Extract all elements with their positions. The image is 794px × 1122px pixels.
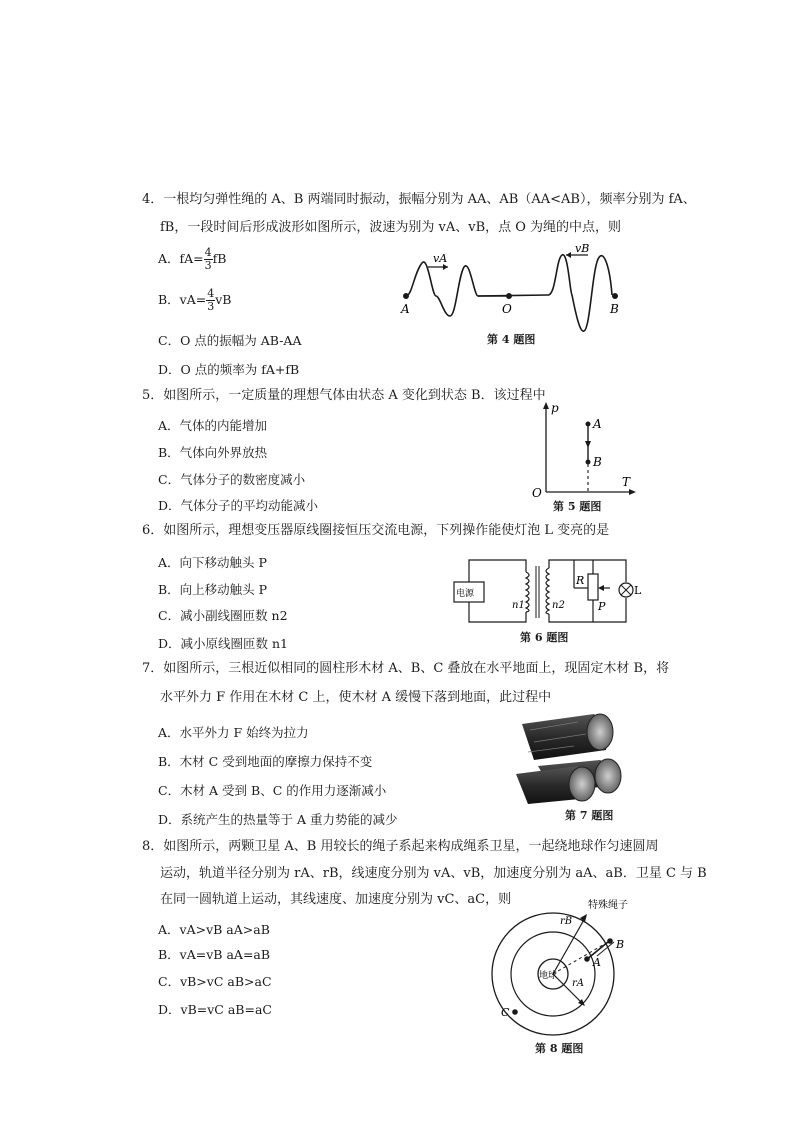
b-label: B (616, 938, 625, 951)
q6-option-b: B．向上移动触头 P (158, 582, 268, 597)
state-a-point (586, 422, 591, 427)
axis-p-label: p (551, 401, 559, 415)
q7-option-a: A．水平外力 F 始终为拉力 (158, 725, 309, 740)
secondary-coil (546, 568, 549, 614)
q4-option-a-fraction: $\frac{4}{3}$ (204, 246, 212, 272)
satellite-a (584, 956, 590, 962)
q4-stem-line2: fB，一段时间后形成波形如图所示，波速为别为 vA、vB，点 O 为绳的中点，则 (160, 220, 622, 235)
q4-option-b-fraction: $\frac{4}{3}$ (207, 287, 215, 313)
q7-stem-line1: 7．如图所示，三根近似相同的圆柱形木材 A、B、C 叠放在水平地面上，现固定木材 B，将 (142, 661, 670, 676)
state-b-point (586, 460, 591, 465)
wave-flat (478, 295, 548, 296)
q6-option-c: C．减小副线圈匝数 n2 (158, 608, 288, 623)
q8-stem-line3: 在同一圆轨道上运动，其线速度、加速度分别为 vC、aC，则 (160, 892, 512, 907)
rope-label: 特殊绳子 (588, 900, 628, 911)
point-a (403, 293, 409, 299)
q4-option-b: B．vA= $\frac{4}{3}$ vB (158, 287, 232, 313)
q8-stem-line1: 8．如图所示，两颗卫星 A、B 用较长的绳子系起来构成绳系卫星，一起绕地球作匀速圆周 (142, 839, 659, 854)
wave-a (406, 262, 510, 316)
n1-label: n1 (512, 600, 525, 611)
c-label: C (501, 1006, 510, 1019)
q6-circuit-figure (448, 548, 640, 626)
q8-stem-line2: 运动，轨道半径分别为 rA、rB，线速度分别为 vA、vB，加速度分别为 aA、aB．卫星 C 与 B (160, 866, 707, 881)
source-label: 电源 (456, 589, 475, 599)
label-va: vA (433, 252, 448, 265)
axis-t-label: T (622, 475, 631, 489)
rb-label: rB (560, 916, 573, 927)
q7-option-c: C．木材 A 受到 B、C 的作用力逐渐减小 (158, 783, 387, 798)
q7-caption: 第 7 题图 (565, 809, 614, 822)
label-b: B (610, 302, 619, 316)
n2-label: n2 (552, 600, 565, 611)
wave-b (548, 255, 612, 331)
q5-stem-line1: 5．如图所示，一定质量的理想气体由状态 A 变化到状态 B．该过程中 (142, 388, 546, 403)
q4-option-a: A．fA= $\frac{4}{3}$ fB (158, 246, 227, 272)
q7-option-b: B．木材 C 受到地面的摩擦力保持不变 (158, 754, 373, 769)
q4-wave-figure (398, 242, 638, 345)
state-b-label: B (593, 455, 602, 469)
q5-option-c: C．气体分子的数密度减小 (158, 472, 306, 487)
q7-option-d: D．系统产生的热量等于 A 重力势能的减少 (158, 812, 398, 827)
l-label: L (634, 584, 642, 597)
earth-label: 地球 (539, 971, 558, 981)
q8-option-c: C．vB>vC aB>aC (158, 974, 272, 989)
q8-option-d: D．vB=vC aB=aC (158, 1002, 272, 1017)
axis-t-arrow-icon (629, 489, 636, 495)
resistor-r (588, 574, 598, 600)
p-label: P (598, 600, 606, 613)
label-o: O (502, 302, 512, 316)
q8-orbit-figure (490, 898, 650, 1032)
q6-option-d: D．减小原线圈匝数 n1 (158, 636, 288, 651)
primary-coil (526, 572, 529, 612)
q5-option-b: B．气体向外界放热 (158, 445, 268, 460)
q8-caption: 第 8 题图 (535, 1042, 584, 1055)
arrow-left-icon (566, 252, 571, 258)
q5-option-d: D．气体分子的平均动能减小 (158, 498, 319, 513)
ra-label: rA (572, 978, 585, 989)
q5-caption: 第 5 题图 (553, 500, 602, 513)
point-b (612, 293, 618, 299)
q6-caption: 第 6 题图 (520, 631, 569, 644)
slider-p-icon (598, 585, 604, 591)
satellite-b (607, 938, 613, 944)
a-label: A (593, 956, 601, 969)
q6-stem-line1: 6．如图所示，理想变压器原线圈接恒压交流电源，下列操作能使灯泡 L 变亮的是 (142, 523, 610, 538)
q5-option-a: A．气体的内能增加 (158, 418, 268, 433)
q4-option-c: C．O 点的振幅为 AB-AA (158, 333, 302, 348)
label-a: A (401, 302, 410, 316)
point-o (506, 293, 512, 299)
q6-option-a: A．向下移动触头 P (158, 555, 267, 570)
rb-arrow-icon (580, 914, 587, 922)
q8-option-a: A．vA>vB aA>aB (158, 922, 270, 937)
axis-p-arrow-icon (543, 402, 549, 409)
q4-option-d: D．O 点的频率为 fA+fB (158, 362, 300, 377)
q8-option-b: B．vA=vB aA=aB (158, 947, 271, 962)
process-arrow-icon (585, 441, 591, 448)
q5-pt-figure (526, 398, 638, 500)
label-vb: vB (575, 242, 590, 255)
q7-logs-figure (508, 708, 632, 806)
state-a-label: A (593, 417, 602, 431)
r-label: R (576, 574, 585, 587)
q4-stem-line1: 4．一根均匀弹性绳的 A、B 两端同时振动，振幅分别为 AA、AB（AA<AB），频率分别为 fA、 (142, 192, 696, 207)
q7-stem-line2: 水平外力 F 作用在木材 C 上，使木材 A 缓慢下落到地面，此过程中 (160, 690, 552, 705)
satellite-c (512, 1009, 518, 1015)
origin-label: O (532, 486, 542, 500)
q4-caption: 第 4 题图 (487, 333, 536, 346)
